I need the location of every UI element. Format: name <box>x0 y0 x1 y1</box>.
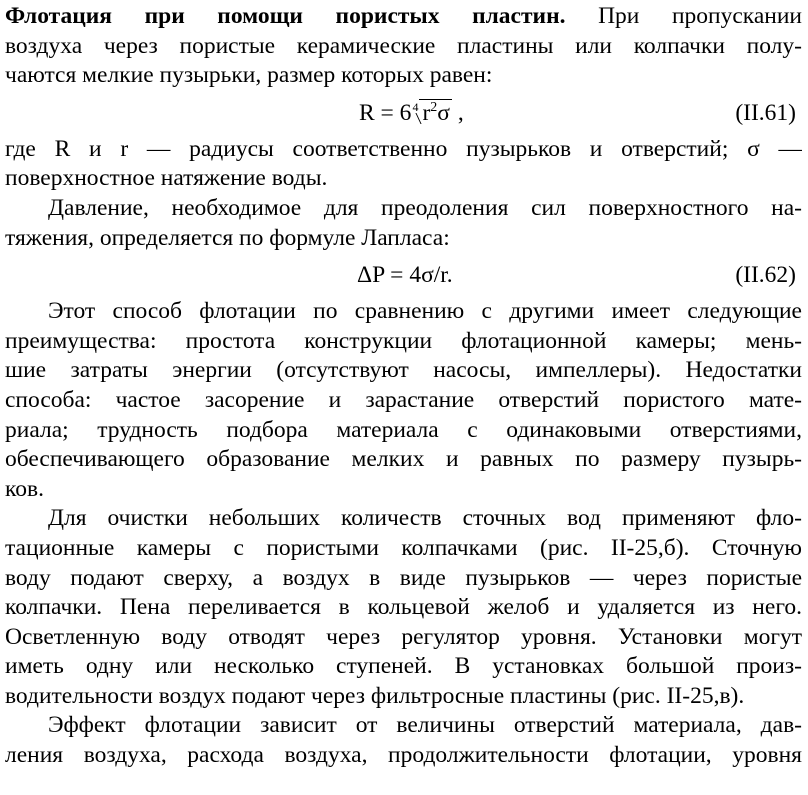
paragraph-5-line: колпачки. Пена переливается в кольцевой желоб и удаляется из него. <box>5 594 802 621</box>
paragraph-5-line: Осветленную воду отводят через регулятор уровня. Установки могут <box>5 623 802 650</box>
radicand-exponent: 2 <box>430 99 438 115</box>
paragraph-1 <box>5 2 802 91</box>
paragraph-2-line-1: где R и r — радиусы соответственно пузырьков и отверстий; σ — <box>5 135 802 162</box>
paragraph-6 <box>5 711 802 770</box>
section-title: Флотация при помощи пористых пластин. <box>5 3 566 29</box>
paragraph-4-line: преимущества: простота конструкции флотационной камеры; мень- <box>5 327 802 354</box>
paragraph-1-line-2: воздуха через пористые керамические пластины или колпачки полу- <box>5 32 802 59</box>
paragraph-4 <box>5 297 802 504</box>
paragraph-4-line: риала; трудность подбора материала с одинаковыми отверстиями, <box>5 416 802 443</box>
formula-II-61-number: (II.61) <box>735 99 796 126</box>
paragraph-2 <box>5 135 802 194</box>
paragraph-4-line: шие затраты энергии (отсутствуют насосы, импеллеры). Недостатки <box>5 357 802 384</box>
paragraph-3-line-1: Давление, необходимое для преодоления сил поверхностного на- <box>48 194 802 221</box>
paragraph-3-line-2: тяжения, определяется по формуле Лапласа: <box>5 224 450 251</box>
formula-II-61 <box>5 91 802 135</box>
root-index: 4 <box>412 99 419 114</box>
paragraph-4-line: Этот способ флотации по сравнению с другими имеет следующие <box>48 298 802 325</box>
root-sign <box>418 99 452 129</box>
paragraph-5-line: водительности воздух подают через фильтросные пластины (рис. II-25,в). <box>5 682 745 709</box>
paragraph-5-line: воду подают сверху, а воздух в виде пузырьков — через пористые <box>5 564 802 591</box>
paragraph-6-line: ления воздуха, расхода воздуха, продолжительности флотации, уровня <box>5 742 802 769</box>
formula-II-62 <box>5 253 802 297</box>
formula-II-62-number: (II.62) <box>735 262 796 289</box>
paragraph-6-line: Эффект флотации зависит от величины отверстий материала, дав- <box>48 712 802 739</box>
paragraph-4-line: способа: частое засорение и зарастание отверстий пористого мате- <box>5 386 802 413</box>
paragraph-5 <box>5 504 802 711</box>
formula-II-61-expression <box>359 99 464 132</box>
paragraph-3 <box>5 194 802 253</box>
formula-lhs: R = 6 <box>359 99 412 126</box>
radicand-tail: σ <box>437 99 450 126</box>
formula-trailing-comma: , <box>451 99 464 126</box>
radicand <box>419 99 452 126</box>
formula-II-62-expression: ΔP = 4σ/r. <box>357 262 453 289</box>
paragraph-1-line-1-rest: При пропускании <box>565 3 802 29</box>
paragraph-1-line-1 <box>5 2 802 32</box>
fourth-root <box>411 99 452 132</box>
paragraph-4-line: ков. <box>5 475 44 502</box>
paragraph-5-line: иметь одну или несколько ступеней. В установках большой произ- <box>5 653 802 680</box>
paragraph-2-line-2: поверхностное натяжение воды. <box>5 165 328 192</box>
radicand-base: r <box>422 99 431 126</box>
paragraph-5-line: Для очистки небольших количеств сточных вод применяют фло- <box>48 505 802 532</box>
paragraph-4-line: обеспечивающего образование мелких и равных по размеру пузырь- <box>5 446 802 473</box>
paragraph-5-line: тационные камеры с пористыми колпачками (рис. II-25,б). Сточную <box>5 534 802 561</box>
document-page <box>0 2 808 795</box>
paragraph-1-line-3: чаются мелкие пузырьки, размер которых равен: <box>5 62 493 89</box>
